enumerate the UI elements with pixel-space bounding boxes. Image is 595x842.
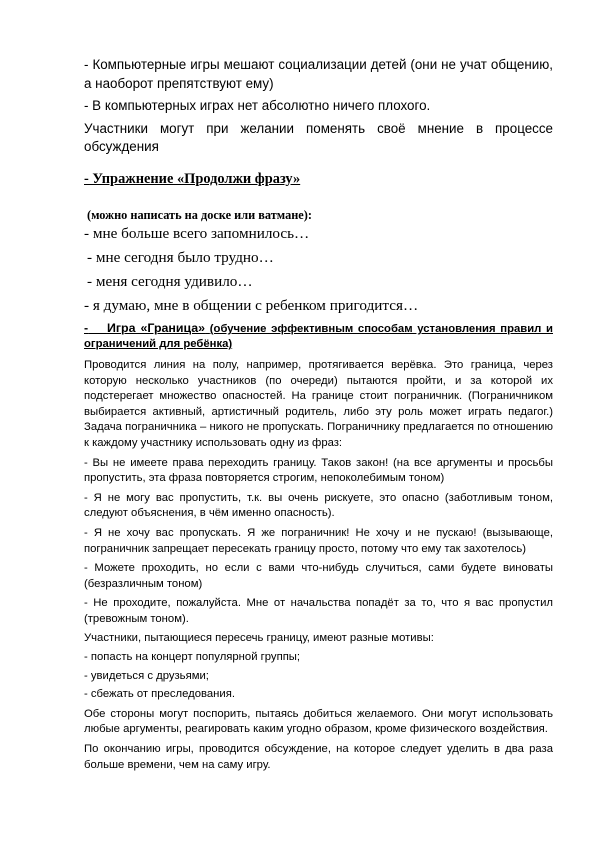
argument-line-2: - В компьютерных играх нет абсолютно ничего плохого.	[84, 98, 431, 114]
game-phrase: - Не проходите, пожалуйста. Мне от начальства попадёт за то, что я вас пропустил (тревожным тоном).	[84, 597, 553, 625]
participants-note: Участники могут при желании поменять своё мнение в процессе обсуждения	[84, 120, 553, 155]
motive-item: - увидеться с друзьями;	[84, 669, 209, 682]
game-heading	[84, 321, 553, 353]
exercise-note: (можно написать на доске или ватмане):	[87, 207, 312, 222]
game-paragraph: Участники, пытающиеся пересечь границу, имеют разные мотивы:	[84, 632, 434, 645]
exercise-item: - я думаю, мне в общении с ребенком пригодится…	[84, 296, 419, 314]
argument-line-1: - Компьютерные игры мешают социализации детей (они не учат общению, а наоборот препятствуют ему)	[84, 57, 553, 91]
exercise-item: - меня сегодня удивило…	[87, 272, 253, 290]
game-heading-dash: -	[84, 320, 89, 335]
game-phrase: - Я не могу вас пропустить, т.к. вы очень рискуете, это опасно (заботливым тоном, следуют объяснения, в чём именно опасность).	[84, 491, 553, 520]
exercise-item: - мне сегодня было трудно…	[87, 248, 274, 266]
game-subtitle: (обучение эффективным способам установления правил и ограничений для ребёнка)	[84, 322, 553, 351]
game-paragraph: Обе стороны могут поспорить, пытаясь добиться желаемого. Они могут использовать любые аргументы, реагировать каким угодно образом, кроме физического воздействия.	[84, 707, 553, 736]
document-page	[84, 56, 553, 773]
game-title: Игра «Граница»	[106, 320, 206, 335]
exercise-item: - мне больше всего запомнилось…	[84, 224, 310, 242]
game-paragraph: По окончанию игры, проводится обсуждение, на которое следует уделить в два раза больше времени, чем на саму игру.	[84, 743, 553, 771]
motive-item: - попасть на концерт популярной группы;	[84, 651, 301, 664]
game-phrase: - Вы не имеете права переходить границу. Таков закон! (на все аргументы и просьбы пропустить, эта фраза повторяется строгим, непоколебимым тоном)	[84, 456, 553, 485]
game-phrase: - Можете проходить, но если с вами что-нибудь случиться, сами будете виноваты (безразличным тоном)	[84, 562, 553, 590]
game-paragraph: Проводится линия на полу, например, протягивается верёвка. Это граница, через которую несколько участников (по очереди) пытаются пройти, и за которой их подстерегает множество опасностей. На границе стоит пограничник. (Пограничником выбирается активный, артистичный родитель, либо эту роль может играть педагог.) Задача пограничника – никого не пропускать. Пограничнику предлагается по отношению к каждому участнику использовать одну из фраз:	[84, 358, 553, 449]
exercise-heading: - Упражнение «Продолжи фразу»	[84, 170, 301, 187]
motive-item: - сбежать от преследования.	[84, 688, 235, 701]
game-phrase: - Я не хочу вас пропускать. Я же пограничник! Не хочу и не пускаю! (вызывающе, пограничник запрещает пересекать границу просто, потому что ему так захотелось)	[84, 526, 553, 555]
